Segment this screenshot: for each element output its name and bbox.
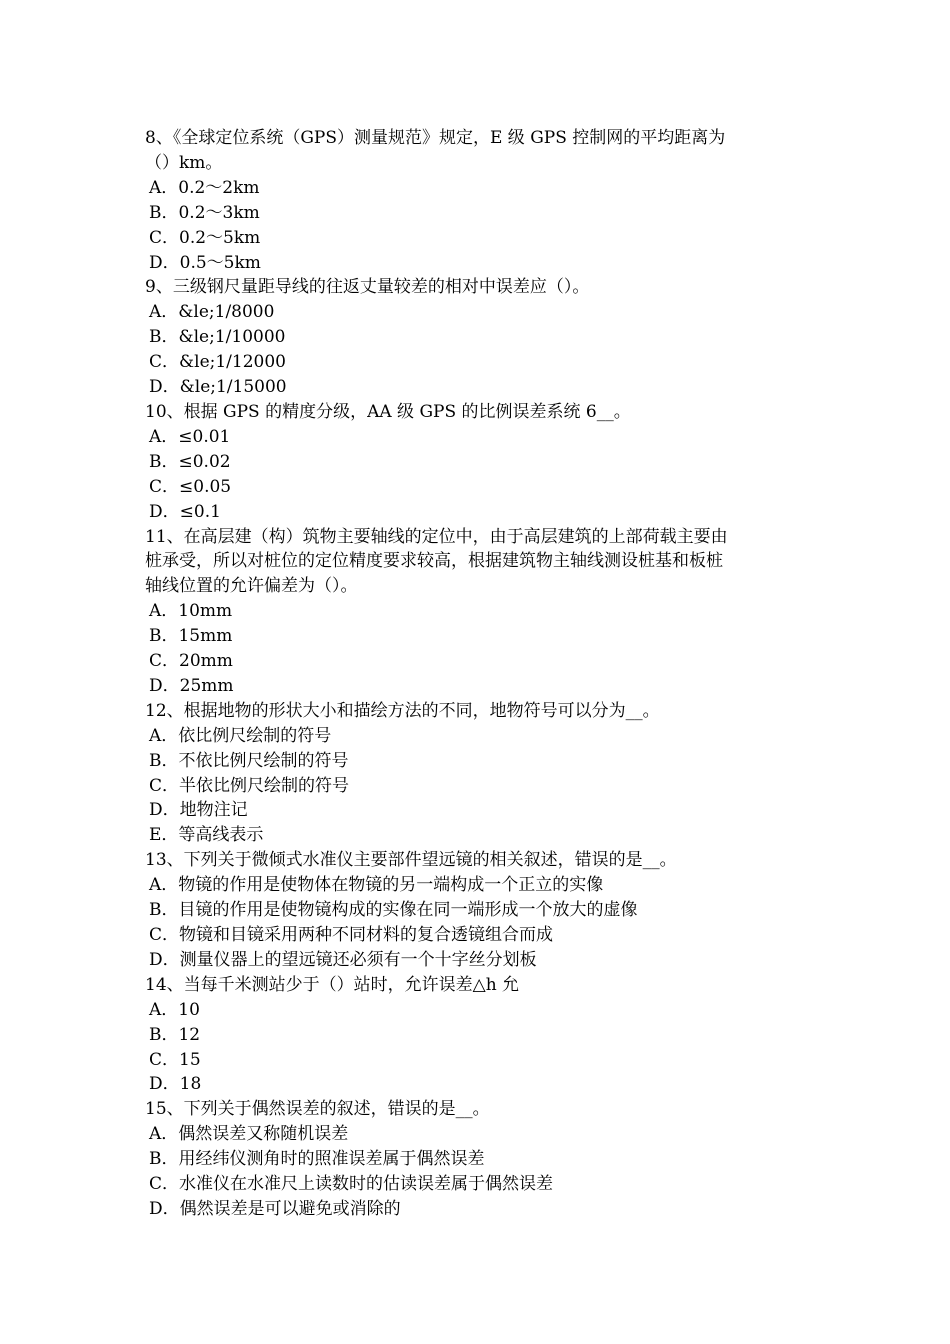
- option-a: A．&le;1/8000: [149, 302, 275, 323]
- option-a: A．依比例尺绘制的符号: [149, 725, 332, 746]
- option-b: B．0.2～3km: [149, 202, 260, 223]
- option-d: D．0.5～5km: [149, 252, 261, 273]
- option-a: A．≤0.01: [149, 426, 231, 447]
- option-c: C．半依比例尺绘制的符号: [149, 775, 350, 796]
- option-a: A．10: [149, 999, 200, 1020]
- option-d: D．≤0.1: [149, 501, 221, 522]
- question-10: [145, 400, 810, 525]
- option-c: C．物镜和目镜采用两种不同材料的复合透镜组合而成: [149, 925, 554, 945]
- question-list: [145, 126, 810, 1222]
- option-c: C．水准仪在水准尺上读数时的估读误差属于偶然误差: [149, 1174, 554, 1195]
- option-d: D．18: [149, 1074, 202, 1095]
- question-text: 15、下列关于偶然误差的叙述，错误的是__。: [145, 1099, 490, 1120]
- option-b: B．≤0.02: [149, 451, 231, 472]
- option-a: A．10mm: [149, 601, 233, 622]
- option-e: E．等高线表示: [149, 825, 264, 846]
- option-d: D．偶然误差是可以避免或消除的: [149, 1198, 401, 1219]
- question-text: 9、三级钢尺量距导线的往返丈量较差的相对中误差应（）。: [145, 277, 590, 298]
- option-b: B．用经纬仪测角时的照准误差属于偶然误差: [149, 1149, 485, 1170]
- option-d: D．25mm: [149, 675, 234, 696]
- option-a: A．偶然误差又称随机误差: [149, 1124, 349, 1145]
- option-c: C．0.2～5km: [149, 227, 261, 248]
- option-b: B．不依比例尺绘制的符号: [149, 750, 349, 771]
- question-text: 12、根据地物的形状大小和描绘方法的不同，地物符号可以分为__。: [145, 700, 660, 721]
- question-text: 8、《全球定位系统（GPS）测量规范》规定，E 级 GPS 控制网的平均距离为: [145, 128, 726, 148]
- question-text: 14、当每千米测站少于（）站时，允许误差△h 允: [145, 974, 520, 995]
- question-12: [145, 699, 810, 848]
- question-text: 桩承受，所以对桩位的定位精度要求较高，根据建筑物主轴线测设桩基和板桩: [145, 551, 723, 572]
- option-c: C．15: [149, 1049, 201, 1070]
- option-d: D．&le;1/15000: [149, 377, 287, 398]
- option-d: D．地物注记: [149, 800, 248, 821]
- question-text: 轴线位置的允许偏差为（）。: [145, 576, 358, 597]
- question-text: 11、在高层建（构）筑物主要轴线的定位中，由于高层建筑的上部荷载主要由: [145, 526, 728, 547]
- option-a: A．0.2～2km: [149, 177, 260, 198]
- question-15: [145, 1097, 810, 1222]
- question-13: [145, 848, 810, 973]
- option-b: B．15mm: [149, 626, 233, 647]
- option-a: A．物镜的作用是使物体在物镜的另一端构成一个正立的实像: [149, 875, 604, 896]
- question-9: [145, 275, 810, 400]
- option-b: B．12: [149, 1024, 201, 1045]
- question-text: （）km。: [145, 152, 223, 173]
- option-c: C．&le;1/12000: [149, 352, 286, 373]
- option-c: C．20mm: [149, 651, 233, 672]
- option-b: B．目镜的作用是使物镜构成的实像在同一端形成一个放大的虚像: [149, 900, 638, 921]
- option-b: B．&le;1/10000: [149, 327, 286, 348]
- question-text: 13、下列关于微倾式水准仪主要部件望远镜的相关叙述，错误的是__。: [145, 850, 677, 871]
- option-d: D．测量仪器上的望远镜还必须有一个十字丝分划板: [149, 949, 537, 970]
- question-11: [145, 525, 810, 699]
- question-8: [145, 126, 810, 275]
- option-c: C．≤0.05: [149, 476, 232, 497]
- question-text: 10、根据 GPS 的精度分级，AA 级 GPS 的比例误差系统 6__。: [145, 401, 631, 422]
- question-14: [145, 973, 810, 1098]
